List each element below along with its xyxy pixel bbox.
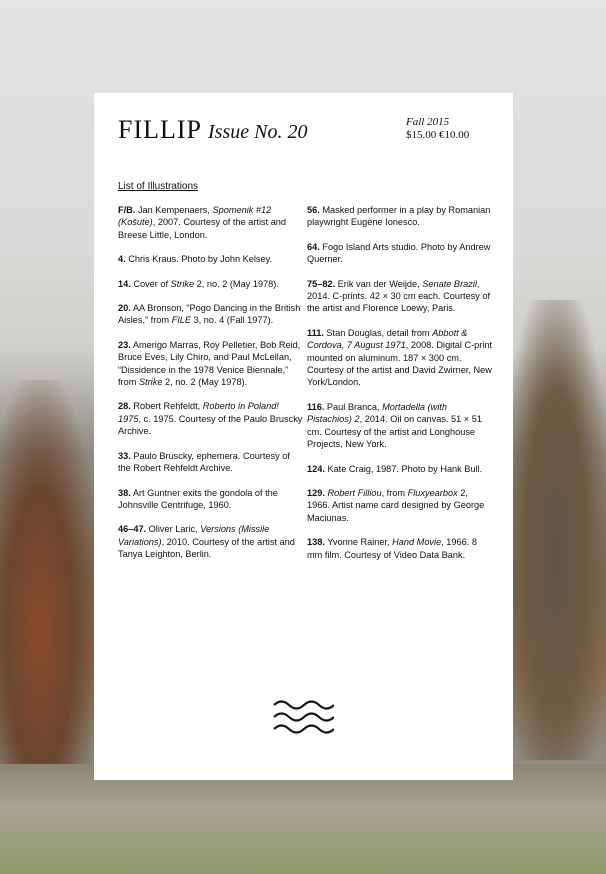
entry-text: Stan Douglas, detail from bbox=[323, 327, 433, 338]
waves-icon bbox=[272, 697, 334, 737]
illustration-entry bbox=[118, 339, 304, 389]
entry-text: Paul Branca, bbox=[324, 401, 383, 412]
work-title: Strike bbox=[138, 377, 163, 388]
work-title: Fluxyearbox bbox=[407, 487, 458, 498]
illustration-entry bbox=[307, 487, 493, 524]
rocky-ground bbox=[0, 764, 606, 874]
work-title: Hand Movie bbox=[392, 537, 442, 548]
cover-card bbox=[94, 93, 513, 780]
bare-trees-right bbox=[506, 300, 606, 760]
page-number: F/B. bbox=[118, 205, 136, 215]
illustration-entry bbox=[118, 204, 304, 241]
entry-text: , from bbox=[381, 487, 408, 498]
entry-text: Oliver Laric, bbox=[146, 524, 201, 535]
page-number: 33. bbox=[118, 450, 131, 461]
entry-text: Chris Kraus. Photo by John Kelsey. bbox=[125, 254, 273, 265]
work-title: Robert Filliou bbox=[327, 487, 382, 498]
illustration-entry bbox=[307, 401, 493, 451]
illustration-entry bbox=[118, 450, 304, 475]
issue-season: Fall 2015 bbox=[406, 116, 450, 128]
work-title: Versions (Missile Variations) bbox=[118, 524, 270, 547]
illustration-entry bbox=[307, 204, 493, 229]
entry-text: Yvonne Rainer, bbox=[324, 537, 393, 548]
autumn-trees-left bbox=[0, 380, 100, 800]
illustration-entry bbox=[118, 523, 304, 560]
issue-prices: $15.00 €10.00 bbox=[406, 129, 470, 141]
entry-text: , c. 1975. Courtesy of the Paulo Bruscky Archive. bbox=[118, 413, 303, 437]
page-number: 38. bbox=[118, 487, 131, 498]
page-number: 20. bbox=[118, 303, 131, 314]
masthead bbox=[118, 115, 307, 145]
entry-text: Masked performer in a play by Romanian playwright Eugène Ionesco. bbox=[307, 205, 491, 228]
page-number: 14. bbox=[118, 278, 131, 289]
entry-text: , 2014. Oil on canvas. 51 × 51 cm. Courtesy of the artist and Longhouse Projects, New York. bbox=[307, 414, 482, 450]
list-heading: List of Illustrations bbox=[118, 181, 199, 192]
work-title: Abbott & Cordova, 7 August 1971 bbox=[307, 327, 468, 351]
illustration-entry bbox=[118, 302, 304, 327]
illustrations-column-right bbox=[307, 204, 493, 573]
page-number: 23. bbox=[118, 339, 131, 350]
page-number: 46–47. bbox=[118, 524, 147, 535]
magazine-title: FILLIP bbox=[118, 115, 202, 144]
page-number: 56. bbox=[307, 205, 320, 215]
entry-text: Art Guntner exits the gondola of the Johnsville Centrifuge, 1960. bbox=[118, 487, 278, 510]
entry-text: Fogo Island Arts studio. Photo by Andrew Querner. bbox=[307, 241, 491, 265]
illustration-entry bbox=[307, 241, 493, 266]
illustration-entry bbox=[307, 278, 493, 315]
page-number: 111. bbox=[307, 327, 324, 338]
entry-text: , 2008. Digital C-print mounted on aluminum. 187 × 300 cm. Courtesy of the artist and David Zwirner, New York/London. bbox=[307, 340, 493, 388]
entry-text: 2, 1966. Artist name card designed by George Maciunas. bbox=[307, 487, 485, 523]
page-number: 116. bbox=[307, 401, 325, 412]
entry-text: Kate Craig, 1987. Photo by Hank Bull. bbox=[324, 463, 483, 474]
entry-text: 2, no. 2 (May 1978). bbox=[194, 278, 279, 289]
illustration-entry bbox=[118, 487, 304, 512]
entry-text: , 2014. C-prints. 42 × 30 cm each. Courtesy of the artist and Florence Loewy, Paris. bbox=[307, 278, 491, 314]
work-title: Roberto in Poland! 1975 bbox=[118, 401, 279, 424]
entry-text: Erik van der Weijde, bbox=[335, 278, 423, 289]
illustration-entry bbox=[118, 278, 304, 290]
work-title: FILE bbox=[171, 315, 192, 326]
page-number: 75–82. bbox=[307, 278, 336, 289]
page-number: 28. bbox=[118, 401, 131, 412]
entry-text: Paulo Bruscky, ephemera. Courtesy of the Robert Rehfeldt Archive. bbox=[118, 450, 290, 474]
entry-text: AA Bronson, “Pogo Dancing in the British Aisles,” from bbox=[118, 303, 301, 326]
work-title: Senate Brazil bbox=[422, 278, 477, 289]
illustration-entry bbox=[118, 253, 304, 265]
page-number: 64. bbox=[307, 241, 320, 252]
illustration-entry bbox=[118, 400, 304, 437]
illustration-entry bbox=[307, 463, 493, 475]
page-number: 129. bbox=[307, 487, 325, 498]
entry-text: , 1966. 8 mm film. Courtesy of Video Data Bank. bbox=[307, 537, 477, 560]
entry-text: Jan Kempenaers, bbox=[135, 205, 213, 215]
work-title: Spomenik #12 (Košute) bbox=[118, 205, 272, 228]
entry-text: Robert Rehfeldt, bbox=[130, 401, 203, 412]
illustrations-column-left bbox=[118, 204, 304, 573]
entry-text: Cover of bbox=[130, 278, 171, 289]
entry-text: , 2007. Courtesy of the artist and Breese Little, London. bbox=[118, 217, 287, 240]
page-number: 124. bbox=[307, 463, 325, 474]
page-number: 4. bbox=[118, 254, 126, 265]
illustration-entry bbox=[307, 536, 493, 561]
illustration-entry bbox=[307, 327, 493, 389]
entry-text: 2, no. 2 (May 1978). bbox=[162, 377, 248, 388]
entry-text: Amerigo Marras, Roy Pelletier, Bob Reid, Bruce Eves, Lily Chiro, and Paul McLellan, “Dissidence in the 1978 Venice Biennale,” from bbox=[118, 339, 301, 388]
entry-text: 3, no. 4 (Fall 1977). bbox=[191, 315, 274, 326]
work-title: Strike bbox=[170, 278, 195, 289]
issue-number: Issue No. 20 bbox=[208, 121, 308, 143]
page-number: 138. bbox=[307, 537, 325, 548]
issue-meta bbox=[406, 116, 469, 142]
work-title: Mortadella (with Pistachios) 2 bbox=[307, 401, 447, 425]
entry-text: , 2010. Courtesy of the artist and Tanya Leighton, Berlin. bbox=[118, 536, 295, 560]
